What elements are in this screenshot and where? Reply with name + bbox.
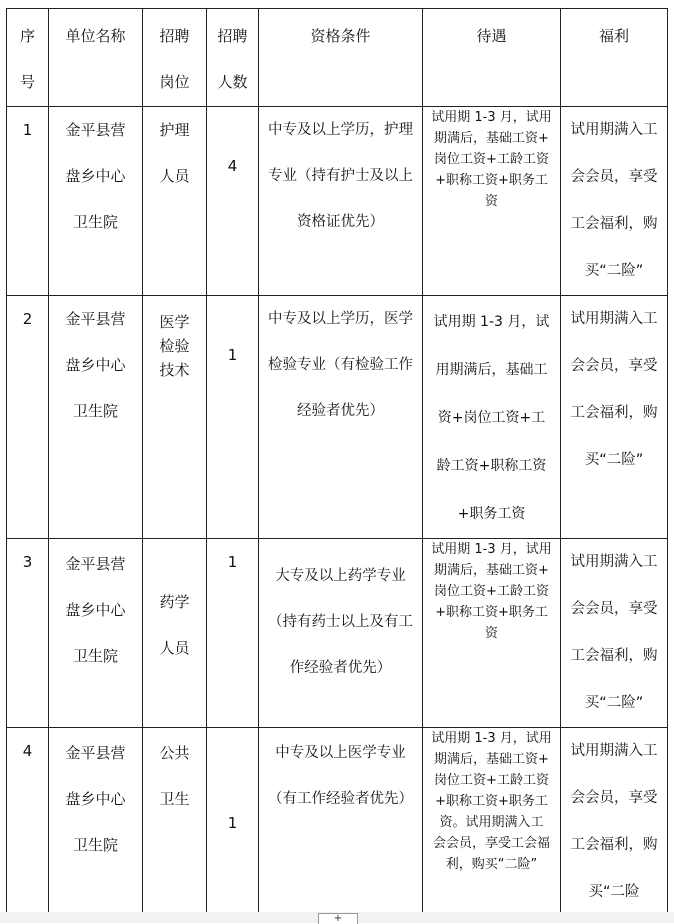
- header-pay: 待遇: [423, 9, 561, 107]
- header-welfare: 福利: [561, 9, 668, 107]
- header-position: 招聘 岗位: [143, 9, 207, 107]
- header-row: [7, 9, 668, 107]
- cell-unit: 金平县营 盘乡中心 卫生院: [49, 539, 143, 728]
- cell-seq: 4: [7, 728, 49, 918]
- header-count: 招聘 人数: [207, 9, 259, 107]
- cell-pay: 试用期 1-3 月，试 用期满后，基础工 资+岗位工资+工 龄工资+职称工资 +职务工资: [423, 296, 561, 539]
- cell-position: 药学 人员: [143, 539, 207, 728]
- table-row: [7, 728, 668, 918]
- cell-pay: 试用期 1-3 月，试用 期满后，基础工资+ 岗位工资+工龄工资 +职称工资+职务工 资: [423, 107, 561, 296]
- recruitment-table: [6, 8, 668, 918]
- header-qualification: 资格条件: [259, 9, 423, 107]
- cell-seq: 2: [7, 296, 49, 539]
- cell-count: 1: [207, 539, 259, 728]
- add-tab-button[interactable]: +: [318, 913, 358, 924]
- table-row: [7, 107, 668, 296]
- cell-seq: 3: [7, 539, 49, 728]
- cell-qualification: 中专及以上学历，护理 专业（持有护士及以上 资格证优先）: [259, 107, 423, 296]
- cell-unit: 金平县营 盘乡中心 卫生院: [49, 107, 143, 296]
- cell-position: 医学 检验 技术: [143, 296, 207, 539]
- cell-welfare: 试用期满入工 会会员，享受 工会福利，购 买“二险”: [561, 296, 668, 539]
- cell-welfare: 试用期满入工 会会员，享受 工会福利，购 买“二险: [561, 728, 668, 918]
- table-row: [7, 296, 668, 539]
- cell-count: 1: [207, 728, 259, 918]
- table-row: [7, 539, 668, 728]
- cell-unit: 金平县营 盘乡中心 卫生院: [49, 728, 143, 918]
- header-seq: 序 号: [7, 9, 49, 107]
- cell-pay: 试用期 1-3 月，试用 期满后，基础工资+ 岗位工资+工龄工资 +职称工资+职务工 资。试用期满入工 会会员，享受工会福 利，购买“二险”: [423, 728, 561, 918]
- cell-count: 1: [207, 296, 259, 539]
- cell-welfare: 试用期满入工 会会员，享受 工会福利，购 买“二险”: [561, 107, 668, 296]
- cell-qualification: 中专及以上学历，医学 检验专业（有检验工作 经验者优先）: [259, 296, 423, 539]
- cell-qualification: 大专及以上药学专业 （持有药士以上及有工 作经验者优先）: [259, 539, 423, 728]
- cell-position: 护理 人员: [143, 107, 207, 296]
- header-unit: 单位名称: [49, 9, 143, 107]
- cell-unit: 金平县营 盘乡中心 卫生院: [49, 296, 143, 539]
- cell-position: 公共 卫生: [143, 728, 207, 918]
- cell-qualification: 中专及以上医学专业 （有工作经验者优先）: [259, 728, 423, 918]
- cell-welfare: 试用期满入工 会会员，享受 工会福利，购 买“二险”: [561, 539, 668, 728]
- cell-count: 4: [207, 107, 259, 296]
- cell-pay: 试用期 1-3 月，试用 期满后，基础工资+ 岗位工资+工龄工资 +职称工资+职务工 资: [423, 539, 561, 728]
- cell-seq: 1: [7, 107, 49, 296]
